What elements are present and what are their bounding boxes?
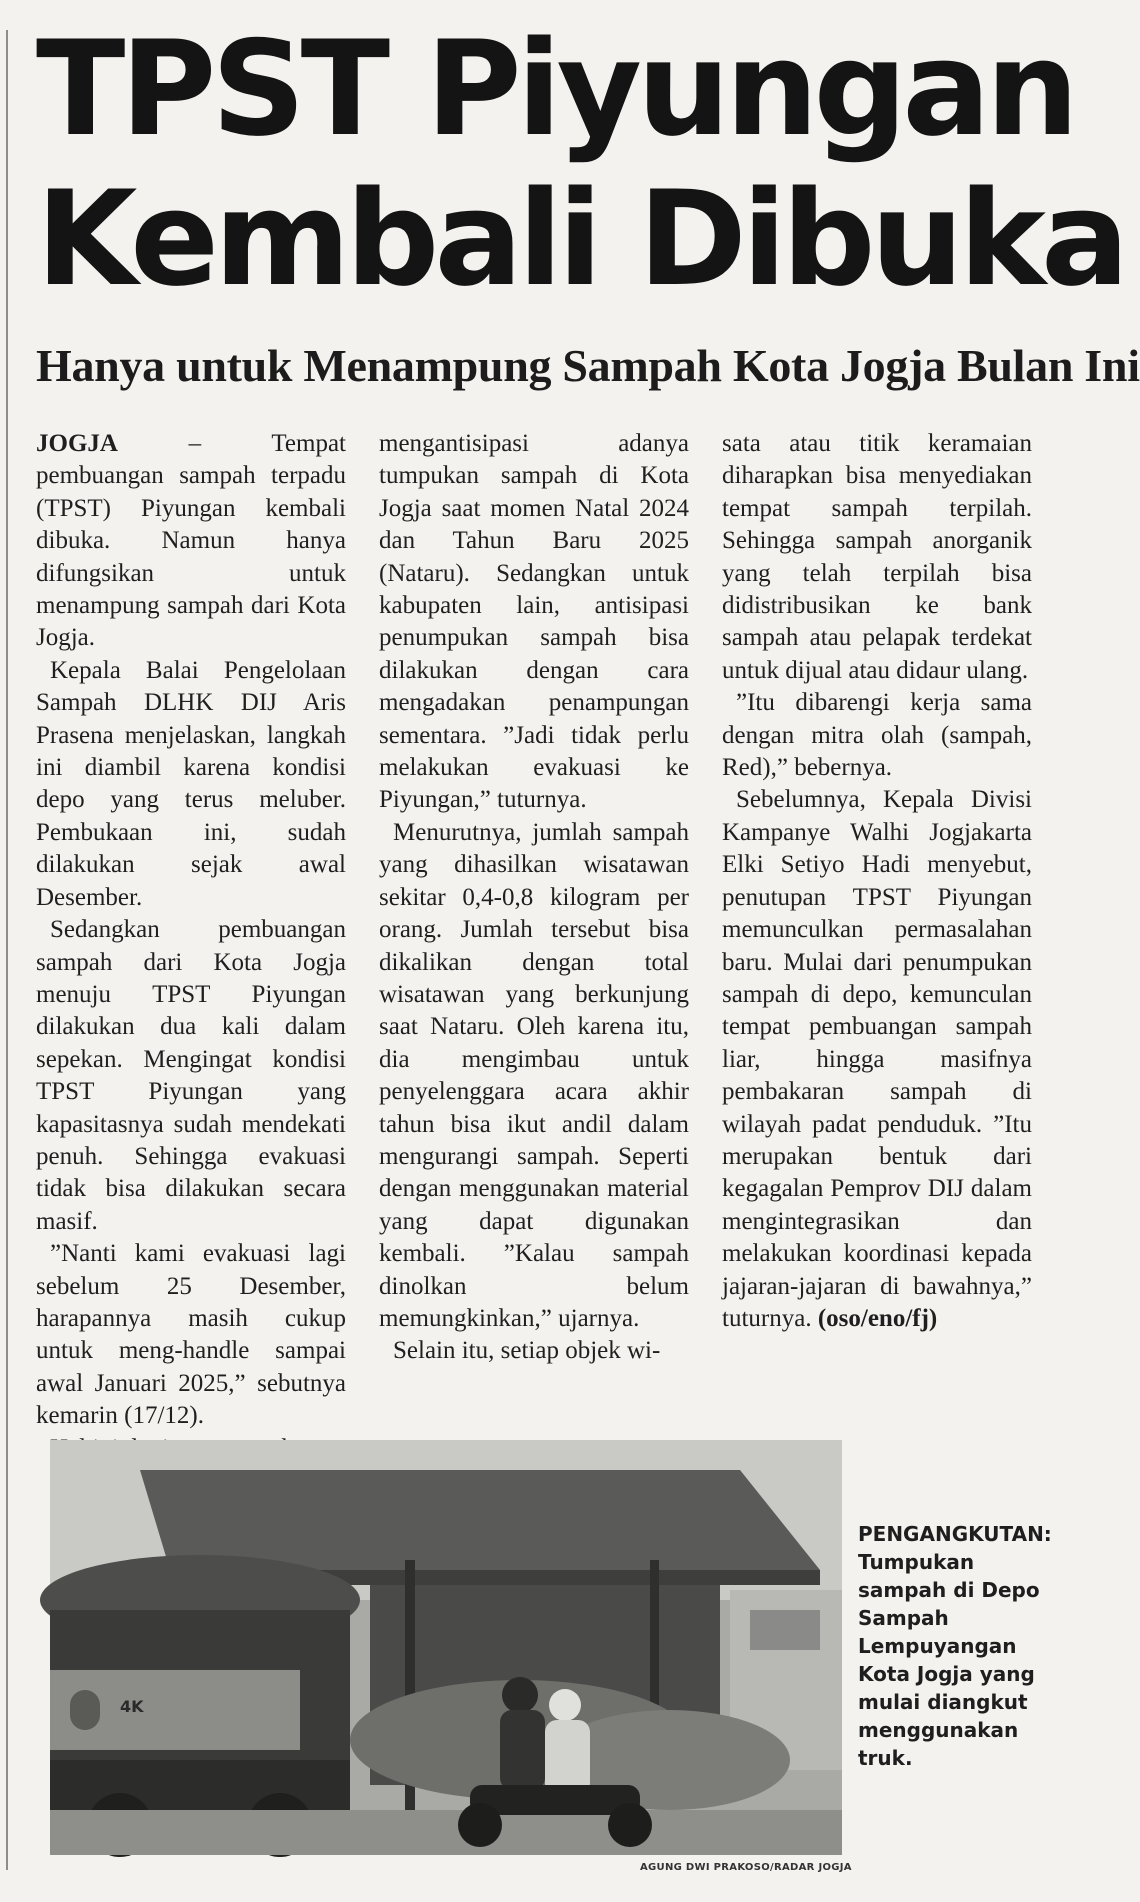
caption-text: Tumpukan sampah di Depo Sampah Lempuyangan Kota Jogja yang mulai diangkut menggunakan truk. — [858, 1550, 1040, 1770]
garbage-depot-photo-illustration — [50, 1440, 842, 1855]
article-paragraph: JOGJA – Tempat pembuangan sampah terpadu (TPST) Piyungan kembali dibuka. Namun hanya difungsikan untuk menampung sampah dari Kota Jogja. — [36, 430, 346, 652]
author-credit: (oso/eno/fj) — [817, 1304, 938, 1332]
article-paragraph: ”Nanti kami evakuasi lagi sebelum 25 Desember, harapannya masih cukup untuk meng-handle sampai awal Januari 2025,” sebutnya kemarin (17/12). — [36, 1240, 346, 1430]
article-paragraph: Sebelumnya, Kepala Divisi Kampanye Walhi Jogjakarta Elki Setiyo Hadi menyebut, penutupan TPST Piyungan memunculkan permasalahan baru. Mulai dari penumpukan sampah di depo, kemunculan tempat pembuangan sampah liar, hingga masifnya pembakaran sampah di wilayah padat penduduk. ”Itu merupakan bentuk dari kegagalan Pemprov DIJ dalam mengintegrasikan dan melakukan koordinasi kepada jajaran-jajaran di bawahnya,” tuturnya. (oso/eno/fj) — [722, 786, 1032, 1332]
column-rule — [6, 30, 8, 1870]
headline-line-2: Kembali Dibuka — [36, 162, 1125, 315]
article-column-2 — [379, 428, 689, 1404]
article-paragraph: mengantisipasi adanya tumpukan sampah di Kota Jogja saat momen Natal 2024 dan Tahun Baru 2025 (Nataru). Sedangkan untuk kabupaten lain, antisipasi penumpukan sampah bisa dilakukan dengan cara mengadakan penampungan sementara. ”Jadi tidak perlu melakukan evakuasi ke Piyungan,” tuturnya. — [379, 430, 689, 814]
dateline: JOGJA — [36, 430, 118, 457]
caption-label: PENGANGKUTAN: — [858, 1522, 1052, 1546]
article-body — [36, 428, 1032, 1430]
article-paragraph: Selain itu, setiap objek wi- — [393, 1337, 661, 1365]
headline-line-1: TPST Piyungan — [36, 12, 1074, 165]
article-paragraph: sata atau titik keramaian diharapkan bisa menyediakan tempat sampah terpilah. Sehingga sampah anorganik yang telah terpilah bisa didistribusikan ke bank sampah atau pelapak terdekat untuk dijual atau didaur ulang. — [722, 430, 1032, 684]
news-photo — [50, 1440, 842, 1855]
article-paragraph: ”Itu dibarengi kerja sama dengan mitra olah (sampah, Red),” bebernya. — [722, 689, 1032, 782]
article-paragraph: Kepala Balai Pengelolaan Sampah DLHK DIJ Aris Prasena menjelaskan, langkah ini diambil karena kondisi depo yang terus meluber. Pembukaan ini, sudah dilakukan sejak awal Desember. — [36, 656, 346, 911]
photo-credit: AGUNG DWI PRAKOSO/RADAR JOGJA — [640, 1862, 852, 1873]
headline — [36, 12, 1125, 315]
article-paragraph: Menurutnya, jumlah sampah yang dihasilkan wisatawan sekitar 0,4-0,8 kilogram per orang. Jumlah tersebut bisa dikalikan dengan total wisatawan yang berkunjung saat Nataru. Oleh karena itu, dia mengimbau untuk penyelenggara acara akhir tahun bisa ikut andil dalam mengurangi sampah. Seperti dengan menggunakan material yang dapat digunakan kembali. ”Kalau sampah dinolkan belum memungkinkan,” ujarnya. — [379, 818, 689, 1332]
photo-caption — [858, 1520, 1052, 1772]
subheadline: Hanya untuk Menampung Sampah Kota Jogja Bulan Ini — [36, 340, 1140, 391]
truck-badge: 4K — [120, 1697, 144, 1716]
article-paragraph: Sedangkan pembuangan sampah dari Kota Jogja menuju TPST Piyungan dilakukan dua kali dalam sepekan. Mengingat kondisi TPST Piyungan yang kapasitasnya sudah mendekati penuh. Sehingga evakuasi tidak bisa dilakukan secara masif. — [36, 916, 346, 1235]
article-column-1 — [36, 428, 346, 1430]
article-column-3 — [722, 428, 1032, 1404]
